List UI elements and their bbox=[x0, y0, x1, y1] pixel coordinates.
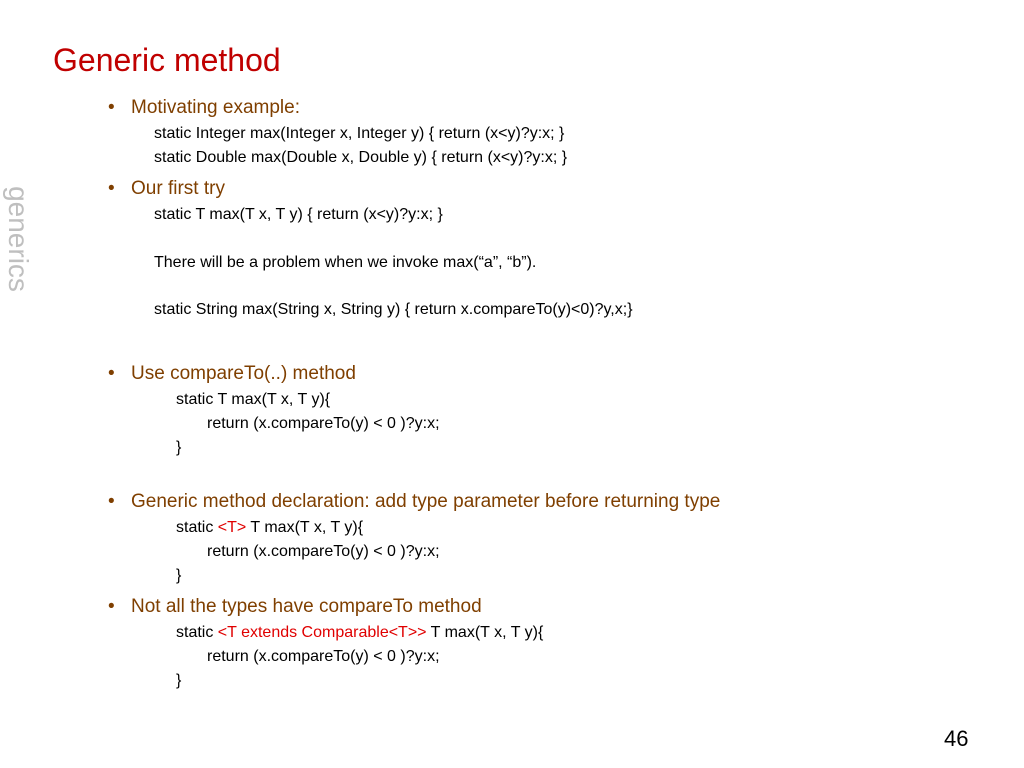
code-line: static T max(T x, T y) { return (x<y)?y:x; } bbox=[154, 206, 443, 223]
bullet-motivating-example bbox=[108, 97, 300, 119]
bullet-dot-icon: • bbox=[108, 596, 115, 617]
side-label-text: generics bbox=[3, 186, 34, 292]
code-text: T max(T x, T y){ bbox=[246, 519, 364, 536]
code-line: return (x.compareTo(y) < 0 )?y:x; bbox=[207, 415, 440, 432]
bullet-dot-icon: • bbox=[108, 178, 115, 199]
note-line: There will be a problem when we invoke max(“a”, “b”). bbox=[154, 254, 537, 271]
slide-title: Generic method bbox=[53, 42, 281, 78]
bullet-dot-icon: • bbox=[108, 363, 115, 384]
bullet-heading: Not all the types have compareTo method bbox=[131, 596, 482, 617]
bullet-generic-method-declaration bbox=[108, 491, 721, 513]
type-parameter-highlight: <T> bbox=[217, 519, 247, 536]
code-line: } bbox=[176, 672, 182, 689]
code-line: } bbox=[176, 567, 182, 584]
bullet-dot-icon: • bbox=[108, 491, 115, 512]
code-text: T max(T x, T y){ bbox=[426, 624, 544, 641]
code-line: static Integer max(Integer x, Integer y) { return (x<y)?y:x; } bbox=[154, 125, 565, 142]
bullet-heading: Use compareTo(..) method bbox=[131, 363, 356, 384]
bullet-dot-icon: • bbox=[108, 97, 115, 118]
code-line bbox=[176, 622, 543, 644]
code-line: return (x.compareTo(y) < 0 )?y:x; bbox=[207, 648, 440, 665]
bullet-heading: Our first try bbox=[131, 178, 225, 199]
code-line bbox=[176, 517, 363, 539]
code-line: static String max(String x, String y) { return x.compareTo(y)<0)?y,x;} bbox=[154, 301, 633, 318]
vertical-side-label bbox=[0, 176, 36, 302]
code-text: static bbox=[176, 519, 218, 536]
bullet-use-compareto bbox=[108, 363, 356, 385]
bullet-our-first-try bbox=[108, 178, 225, 200]
bullet-heading: Generic method declaration: add type parameter before returning type bbox=[131, 491, 721, 512]
bullet-not-all-types bbox=[108, 596, 482, 618]
code-line: static T max(T x, T y){ bbox=[176, 391, 331, 408]
page-number: 46 bbox=[944, 726, 969, 751]
code-line: static Double max(Double x, Double y) { return (x<y)?y:x; } bbox=[154, 149, 568, 166]
code-line: return (x.compareTo(y) < 0 )?y:x; bbox=[207, 543, 440, 560]
code-text: static bbox=[176, 624, 218, 641]
code-line: } bbox=[176, 439, 182, 456]
type-parameter-highlight: <T extends Comparable<T>> bbox=[217, 624, 427, 641]
bullet-heading: Motivating example: bbox=[131, 97, 300, 118]
